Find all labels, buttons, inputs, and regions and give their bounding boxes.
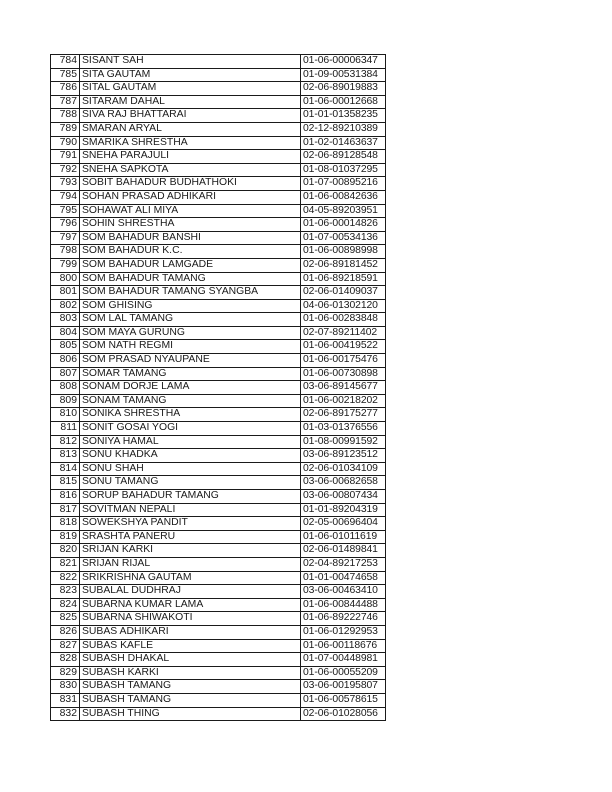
name-cell: SUBARNA KUMAR LAMA — [80, 598, 301, 612]
row-number-cell: 798 — [51, 245, 80, 259]
name-cell: SOM BAHADUR K.C. — [80, 245, 301, 259]
table-row — [51, 326, 386, 340]
id-number-cell: 04-06-01302120 — [301, 299, 386, 313]
row-number-cell: 826 — [51, 625, 80, 639]
row-number-cell: 803 — [51, 313, 80, 327]
table-row — [51, 680, 386, 694]
row-number-cell: 810 — [51, 408, 80, 422]
name-cell: SUBAS KAFLE — [80, 639, 301, 653]
table-row — [51, 625, 386, 639]
id-number-cell: 03-06-00195807 — [301, 680, 386, 694]
row-number-cell: 789 — [51, 122, 80, 136]
id-number-cell: 02-06-01034109 — [301, 462, 386, 476]
name-cell: SOHIN SHRESTHA — [80, 218, 301, 232]
id-number-cell: 02-06-01028056 — [301, 707, 386, 721]
name-cell: SOBIT BAHADUR BUDHATHOKI — [80, 177, 301, 191]
table-row — [51, 490, 386, 504]
name-cell: SUBALAL DUDHRAJ — [80, 585, 301, 599]
row-number-cell: 809 — [51, 394, 80, 408]
id-number-cell: 01-08-01037295 — [301, 163, 386, 177]
id-number-cell: 02-06-01409037 — [301, 286, 386, 300]
name-cell: SOM GHISING — [80, 299, 301, 313]
table-row — [51, 82, 386, 96]
name-cell: SONU TAMANG — [80, 476, 301, 490]
table-row — [51, 653, 386, 667]
table-row — [51, 435, 386, 449]
table-row — [51, 557, 386, 571]
table-row — [51, 422, 386, 436]
row-number-cell: 801 — [51, 286, 80, 300]
table-row — [51, 95, 386, 109]
table-row — [51, 204, 386, 218]
table-row — [51, 544, 386, 558]
table-row — [51, 693, 386, 707]
row-number-cell: 829 — [51, 666, 80, 680]
row-number-cell: 784 — [51, 55, 80, 69]
row-number-cell: 802 — [51, 299, 80, 313]
id-number-cell: 01-06-00218202 — [301, 394, 386, 408]
table-row — [51, 517, 386, 531]
name-cell: SNEHA PARAJULI — [80, 150, 301, 164]
table-row — [51, 68, 386, 82]
name-cell: SUBASH TAMANG — [80, 680, 301, 694]
row-number-cell: 814 — [51, 462, 80, 476]
name-cell: SRIJAN KARKI — [80, 544, 301, 558]
id-number-cell: 01-01-00474658 — [301, 571, 386, 585]
id-number-cell: 02-06-89181452 — [301, 258, 386, 272]
id-number-cell: 02-04-89217253 — [301, 557, 386, 571]
id-number-cell: 01-06-89218591 — [301, 272, 386, 286]
table-row — [51, 163, 386, 177]
id-number-cell: 01-02-01463637 — [301, 136, 386, 150]
id-number-cell: 02-06-01489841 — [301, 544, 386, 558]
name-cell: SNEHA SAPKOTA — [80, 163, 301, 177]
table-row — [51, 286, 386, 300]
name-cell: SOM MAYA GURUNG — [80, 326, 301, 340]
name-cell: SISANT SAH — [80, 55, 301, 69]
id-number-cell: 03-06-89145677 — [301, 381, 386, 395]
name-cell: SOM BAHADUR TAMANG — [80, 272, 301, 286]
row-number-cell: 795 — [51, 204, 80, 218]
table-row — [51, 231, 386, 245]
row-number-cell: 817 — [51, 503, 80, 517]
table-row — [51, 367, 386, 381]
name-cell: SRIJAN RIJAL — [80, 557, 301, 571]
id-number-cell: 01-01-89204319 — [301, 503, 386, 517]
id-number-cell: 01-06-00055209 — [301, 666, 386, 680]
id-number-cell: 01-06-00175476 — [301, 354, 386, 368]
row-number-cell: 819 — [51, 530, 80, 544]
id-number-cell: 01-07-00534136 — [301, 231, 386, 245]
row-number-cell: 821 — [51, 557, 80, 571]
name-cell: SITA GAUTAM — [80, 68, 301, 82]
id-number-cell: 03-06-00807434 — [301, 490, 386, 504]
row-number-cell: 820 — [51, 544, 80, 558]
row-number-cell: 804 — [51, 326, 80, 340]
row-number-cell: 799 — [51, 258, 80, 272]
name-cell: SOMAR TAMANG — [80, 367, 301, 381]
table-row — [51, 381, 386, 395]
row-number-cell: 786 — [51, 82, 80, 96]
row-number-cell: 805 — [51, 340, 80, 354]
row-number-cell: 787 — [51, 95, 80, 109]
name-cell: SMARIKA SHRESTHA — [80, 136, 301, 150]
name-cell: SOHAN PRASAD ADHIKARI — [80, 190, 301, 204]
id-number-cell: 03-06-89123512 — [301, 449, 386, 463]
row-number-cell: 812 — [51, 435, 80, 449]
id-number-cell: 01-06-00419522 — [301, 340, 386, 354]
row-number-cell: 807 — [51, 367, 80, 381]
table-row — [51, 177, 386, 191]
id-number-cell: 02-06-89128548 — [301, 150, 386, 164]
table-row — [51, 258, 386, 272]
table-row — [51, 449, 386, 463]
table-row — [51, 190, 386, 204]
table-row — [51, 299, 386, 313]
id-number-cell: 01-06-00014826 — [301, 218, 386, 232]
id-number-cell: 01-06-89222746 — [301, 612, 386, 626]
table-row — [51, 313, 386, 327]
id-number-cell: 02-05-00696404 — [301, 517, 386, 531]
name-cell: SIVA RAJ BHATTARAI — [80, 109, 301, 123]
row-number-cell: 785 — [51, 68, 80, 82]
table-row — [51, 612, 386, 626]
id-number-cell: 01-03-01376556 — [301, 422, 386, 436]
name-cell: SOM BAHADUR LAMGADE — [80, 258, 301, 272]
table-row — [51, 530, 386, 544]
id-number-cell: 01-06-00006347 — [301, 55, 386, 69]
id-number-cell: 01-09-00531384 — [301, 68, 386, 82]
name-cell: SUBASH KARKI — [80, 666, 301, 680]
name-cell: SORUP BAHADUR TAMANG — [80, 490, 301, 504]
id-number-cell: 01-08-00991592 — [301, 435, 386, 449]
name-cell: SOVITMAN NEPALI — [80, 503, 301, 517]
row-number-cell: 800 — [51, 272, 80, 286]
id-number-cell: 01-06-00578615 — [301, 693, 386, 707]
name-cell: SONIT GOSAI YOGI — [80, 422, 301, 436]
id-number-cell: 01-06-00283848 — [301, 313, 386, 327]
id-number-cell: 02-07-89211402 — [301, 326, 386, 340]
table-row — [51, 340, 386, 354]
name-cell: SOM BAHADUR TAMANG SYANGBA — [80, 286, 301, 300]
table-row — [51, 408, 386, 422]
row-number-cell: 815 — [51, 476, 80, 490]
name-cell: SUBAS ADHIKARI — [80, 625, 301, 639]
name-cell: SONAM DORJE LAMA — [80, 381, 301, 395]
name-cell: SITARAM DAHAL — [80, 95, 301, 109]
table-row — [51, 272, 386, 286]
table-row — [51, 476, 386, 490]
name-cell: SUBASH THING — [80, 707, 301, 721]
id-number-cell: 02-06-89175277 — [301, 408, 386, 422]
id-number-cell: 01-06-01292953 — [301, 625, 386, 639]
table-row — [51, 462, 386, 476]
table-row — [51, 639, 386, 653]
row-number-cell: 830 — [51, 680, 80, 694]
table-row — [51, 218, 386, 232]
name-cell: SONAM TAMANG — [80, 394, 301, 408]
table-row — [51, 585, 386, 599]
name-cell: SRIKRISHNA GAUTAM — [80, 571, 301, 585]
name-cell: SUBASH TAMANG — [80, 693, 301, 707]
table-row — [51, 666, 386, 680]
id-number-cell: 02-06-89019883 — [301, 82, 386, 96]
row-number-cell: 816 — [51, 490, 80, 504]
row-number-cell: 831 — [51, 693, 80, 707]
id-number-cell: 01-07-00895216 — [301, 177, 386, 191]
name-cell: SONIYA HAMAL — [80, 435, 301, 449]
row-number-cell: 790 — [51, 136, 80, 150]
table-row — [51, 150, 386, 164]
id-number-cell: 01-01-01358235 — [301, 109, 386, 123]
id-number-cell: 02-12-89210389 — [301, 122, 386, 136]
row-number-cell: 794 — [51, 190, 80, 204]
table-row — [51, 503, 386, 517]
row-number-cell: 796 — [51, 218, 80, 232]
table-row — [51, 55, 386, 69]
id-number-cell: 01-06-00012668 — [301, 95, 386, 109]
name-cell: SUBASH DHAKAL — [80, 653, 301, 667]
id-number-cell: 01-06-00898998 — [301, 245, 386, 259]
row-number-cell: 806 — [51, 354, 80, 368]
id-number-cell: 01-06-00844488 — [301, 598, 386, 612]
name-cell: SOM BAHADUR BANSHI — [80, 231, 301, 245]
row-number-cell: 791 — [51, 150, 80, 164]
row-number-cell: 797 — [51, 231, 80, 245]
name-cell: SONIKA SHRESTHA — [80, 408, 301, 422]
name-cell: SOM PRASAD NYAUPANE — [80, 354, 301, 368]
name-cell: SRASHTA PANERU — [80, 530, 301, 544]
table-row — [51, 598, 386, 612]
name-cell: SOHAWAT ALI MIYA — [80, 204, 301, 218]
row-number-cell: 813 — [51, 449, 80, 463]
table-row — [51, 394, 386, 408]
name-cell: SMARAN ARYAL — [80, 122, 301, 136]
name-cell: SOM LAL TAMANG — [80, 313, 301, 327]
id-number-cell: 01-06-01011619 — [301, 530, 386, 544]
row-number-cell: 825 — [51, 612, 80, 626]
id-number-cell: 01-06-00118676 — [301, 639, 386, 653]
id-number-cell: 01-07-00448981 — [301, 653, 386, 667]
row-number-cell: 818 — [51, 517, 80, 531]
table-row — [51, 109, 386, 123]
id-number-cell: 04-05-89203951 — [301, 204, 386, 218]
row-number-cell: 823 — [51, 585, 80, 599]
table-row — [51, 122, 386, 136]
row-number-cell: 793 — [51, 177, 80, 191]
row-number-cell: 827 — [51, 639, 80, 653]
name-cell: SONU SHAH — [80, 462, 301, 476]
table-row — [51, 136, 386, 150]
roster-table — [50, 54, 386, 721]
id-number-cell: 01-06-00842636 — [301, 190, 386, 204]
row-number-cell: 788 — [51, 109, 80, 123]
table-row — [51, 707, 386, 721]
name-cell: SOM NATH REGMI — [80, 340, 301, 354]
row-number-cell: 792 — [51, 163, 80, 177]
name-cell: SITAL GAUTAM — [80, 82, 301, 96]
row-number-cell: 832 — [51, 707, 80, 721]
roster-table-body — [51, 55, 386, 721]
row-number-cell: 822 — [51, 571, 80, 585]
row-number-cell: 824 — [51, 598, 80, 612]
row-number-cell: 811 — [51, 422, 80, 436]
name-cell: SUBARNA SHIWAKOTI — [80, 612, 301, 626]
id-number-cell: 01-06-00730898 — [301, 367, 386, 381]
table-row — [51, 245, 386, 259]
name-cell: SONU KHADKA — [80, 449, 301, 463]
id-number-cell: 03-06-00682658 — [301, 476, 386, 490]
id-number-cell: 03-06-00463410 — [301, 585, 386, 599]
table-row — [51, 354, 386, 368]
name-cell: SOWEKSHYA PANDIT — [80, 517, 301, 531]
table-row — [51, 571, 386, 585]
row-number-cell: 808 — [51, 381, 80, 395]
row-number-cell: 828 — [51, 653, 80, 667]
